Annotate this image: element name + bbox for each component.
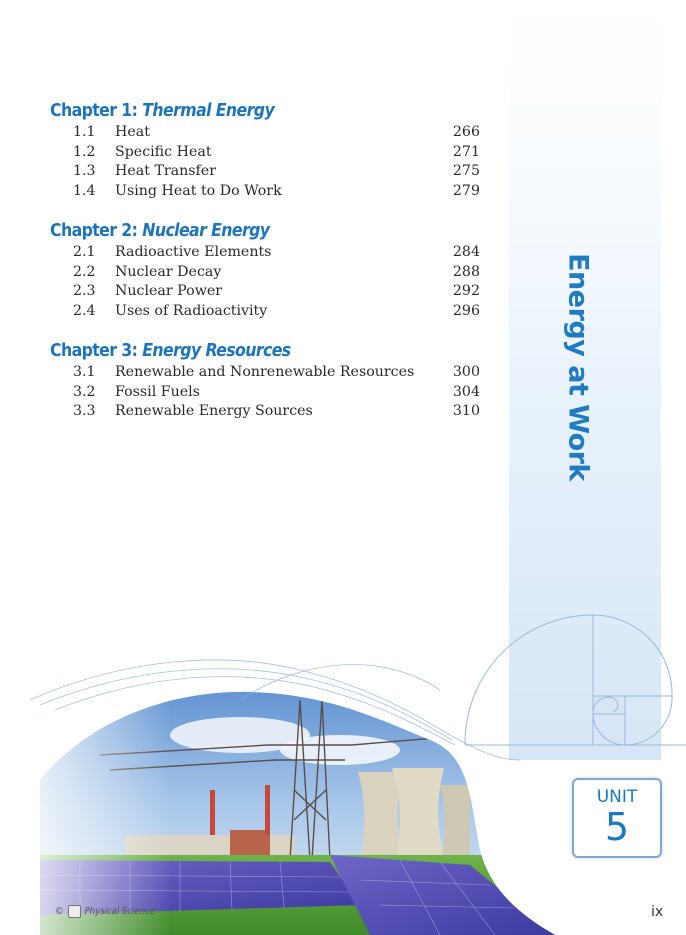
section-title: Renewable and Nonrenewable Resources bbox=[115, 364, 415, 380]
section-title: Using Heat to Do Work bbox=[115, 182, 282, 199]
section-title: Fossil Fuels bbox=[115, 383, 200, 400]
chapter-subtitle: Nuclear Energy bbox=[142, 221, 270, 241]
toc-entry[interactable] bbox=[50, 243, 480, 263]
section-page: 284 bbox=[452, 244, 480, 260]
chapter-heading[interactable] bbox=[50, 220, 480, 243]
golden-spiral bbox=[465, 615, 686, 745]
section-number: 2.4 bbox=[73, 302, 96, 319]
section-page: 288 bbox=[452, 263, 480, 280]
section-page: 296 bbox=[452, 302, 480, 319]
unit-title-text: Energy at Work bbox=[562, 253, 594, 481]
toc-entry[interactable] bbox=[50, 263, 480, 283]
section-number: 2.2 bbox=[73, 263, 96, 280]
section-number: 3.1 bbox=[73, 364, 96, 380]
toc-entry[interactable] bbox=[50, 143, 480, 163]
section-page: 304 bbox=[452, 383, 480, 400]
section-page: 300 bbox=[452, 364, 480, 380]
section-page: 292 bbox=[452, 283, 480, 299]
toc-entry[interactable] bbox=[50, 302, 480, 322]
footer-credit bbox=[55, 905, 155, 918]
section-title: Specific Heat bbox=[115, 143, 212, 160]
section-number: 1.2 bbox=[73, 143, 96, 160]
chapter-1 bbox=[50, 100, 480, 201]
chapter-heading[interactable] bbox=[50, 340, 480, 363]
toc-entry[interactable] bbox=[50, 383, 480, 403]
section-number: 2.3 bbox=[73, 283, 96, 299]
table-of-contents bbox=[50, 100, 480, 441]
section-title: Nuclear Power bbox=[115, 283, 223, 299]
chapter-label: Chapter 3: bbox=[50, 341, 138, 361]
chapter-label: Chapter 2: bbox=[50, 221, 138, 241]
toc-entry[interactable] bbox=[50, 182, 480, 202]
unit-sidebar-title bbox=[545, 253, 611, 481]
section-number: 1.3 bbox=[73, 163, 96, 179]
unit-badge-label: UNIT bbox=[596, 787, 638, 807]
publisher-text: Physical Science bbox=[84, 906, 156, 917]
section-number: 1.1 bbox=[73, 124, 96, 140]
energy-scene-image bbox=[0, 600, 686, 935]
unit-badge-number: 5 bbox=[604, 805, 630, 849]
page-number: ix bbox=[651, 904, 664, 920]
section-page: 279 bbox=[452, 182, 480, 199]
publisher-logo-icon bbox=[68, 905, 81, 918]
toc-entry[interactable] bbox=[50, 282, 480, 302]
toc-entry[interactable] bbox=[50, 363, 480, 383]
chapter-label: Chapter 1: bbox=[50, 101, 138, 121]
section-number: 3.2 bbox=[73, 383, 96, 400]
toc-entry[interactable] bbox=[50, 162, 480, 182]
section-page: 275 bbox=[452, 163, 480, 179]
chapter-heading[interactable] bbox=[50, 100, 480, 123]
toc-entry[interactable] bbox=[50, 123, 480, 143]
section-page: 310 bbox=[452, 403, 480, 419]
chapter-subtitle: Energy Resources bbox=[142, 341, 291, 361]
unit-badge bbox=[572, 778, 662, 858]
chapter-3 bbox=[50, 340, 480, 422]
section-number: 2.1 bbox=[73, 244, 96, 260]
chapter-2 bbox=[50, 220, 480, 321]
section-title: Renewable Energy Sources bbox=[115, 403, 313, 419]
section-title: Nuclear Decay bbox=[115, 263, 222, 280]
section-title: Uses of Radioactivity bbox=[115, 302, 268, 319]
section-number: 3.3 bbox=[73, 403, 96, 419]
section-page: 271 bbox=[452, 143, 480, 160]
chapter-subtitle: Thermal Energy bbox=[142, 101, 275, 121]
section-page: 266 bbox=[452, 124, 480, 140]
section-number: 1.4 bbox=[73, 182, 96, 199]
toc-entry[interactable] bbox=[50, 402, 480, 422]
section-title: Heat bbox=[115, 124, 150, 140]
section-title: Heat Transfer bbox=[115, 163, 216, 179]
section-title: Radioactive Elements bbox=[115, 244, 272, 260]
copyright-symbol: © bbox=[55, 906, 64, 917]
